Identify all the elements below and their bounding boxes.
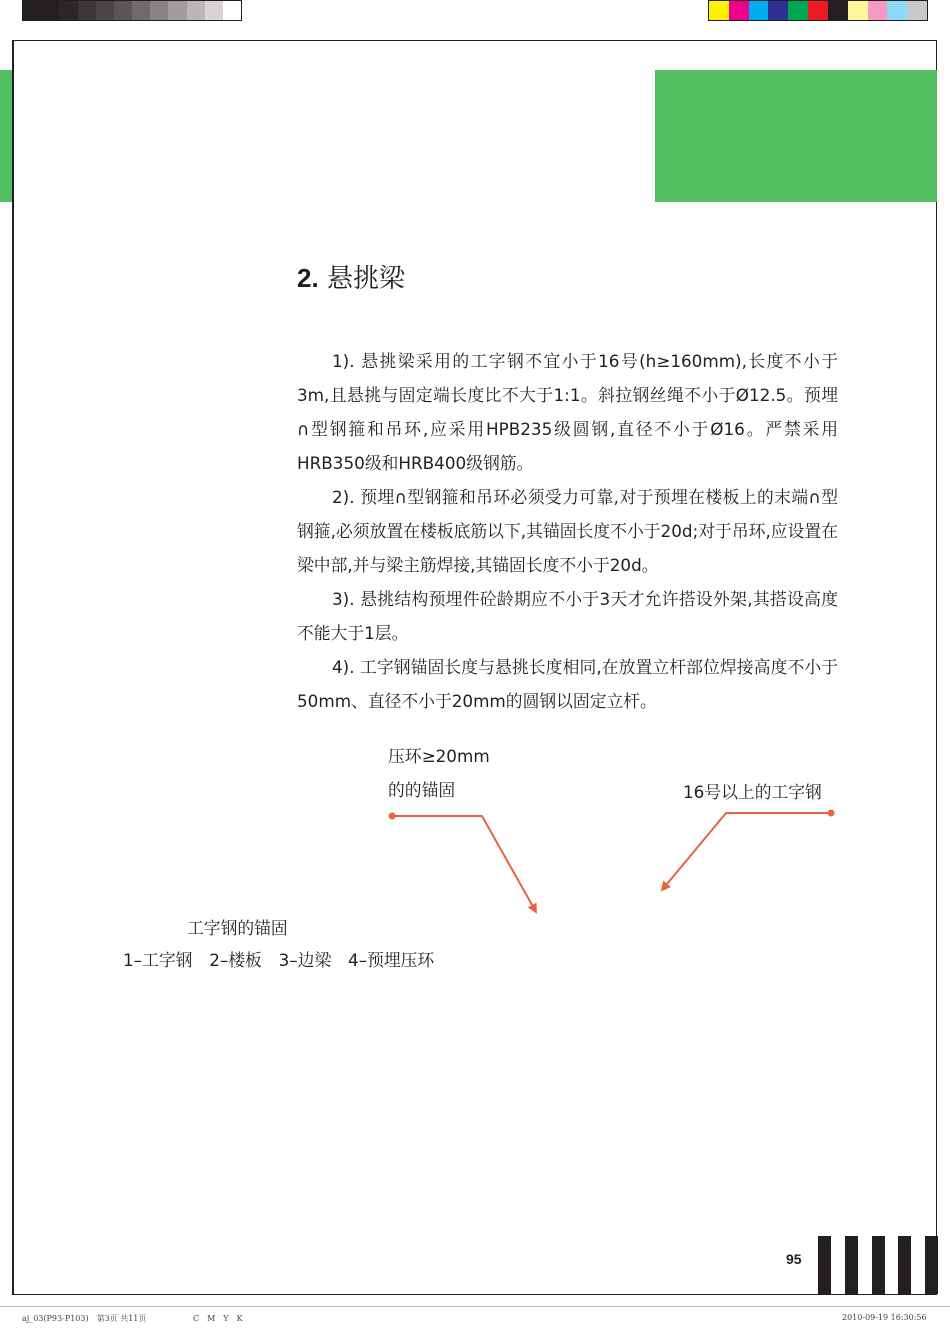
ibeam-label: 16号以上的工字钢 [683, 782, 822, 802]
footer-timestamp: 2010-09-19 16:30:56 [842, 1313, 927, 1322]
figure-caption-legend: 1–工字钢 2–楼板 3–边梁 4–预埋压环 [123, 950, 435, 970]
paragraph-3: 3). 悬挑结构预埋件砼龄期应不小于3天才允许搭设外架,其搭设高度不能大于1层。 [297, 589, 838, 643]
stripe [818, 1236, 831, 1294]
section-title-text: 悬挑梁 [326, 264, 405, 294]
stripe [898, 1236, 911, 1294]
footer-cmyk: C M Y K [193, 1314, 243, 1323]
paragraph-1: 1). 悬挑梁采用的工字钢不宜小于16号(h≥160mm),长度不小于3m,且悬挑与固定端长度比不大于1:1。斜拉钢丝绳不小于Ø12.5。预埋∩型钢箍和吊环,应采用HPB235级圆钢,直径不小于Ø16。严禁采用HRB350级和HRB400级钢筋。 [297, 351, 838, 473]
press-ring-label-line2: 的的锚固 [388, 780, 456, 800]
page-edge-stripes [818, 1236, 938, 1294]
page-number: 95 [786, 1251, 802, 1267]
ibeam-leader [662, 810, 835, 891]
figure-caption-title: 工字钢的锚固 [187, 918, 288, 938]
paragraph-2: 2). 预埋∩型钢箍和吊环必须受力可靠,对于预埋在楼板上的末端∩型钢箍,必须放置在楼板底筋以下,其锚固长度不小于20d;对于吊环,应设置在梁中部,并与梁主筋焊接,其锚固长度不小于20d。 [297, 487, 838, 575]
press-ring-leader [389, 813, 537, 913]
footer-file-info: aj_03(P93-P103) 第3页 共11页 [22, 1314, 147, 1323]
stripe [872, 1236, 885, 1294]
stripe [845, 1236, 858, 1294]
stripe [925, 1236, 938, 1294]
press-ring-label-line1: 压环≥20mm [388, 746, 490, 766]
section-number: 2. [297, 263, 319, 293]
paragraph-4: 4). 工字钢锚固长度与悬挑长度相同,在放置立杆部位焊接高度不小于50mm、直径不小于20mm的圆钢以固定立杆。 [297, 657, 838, 711]
